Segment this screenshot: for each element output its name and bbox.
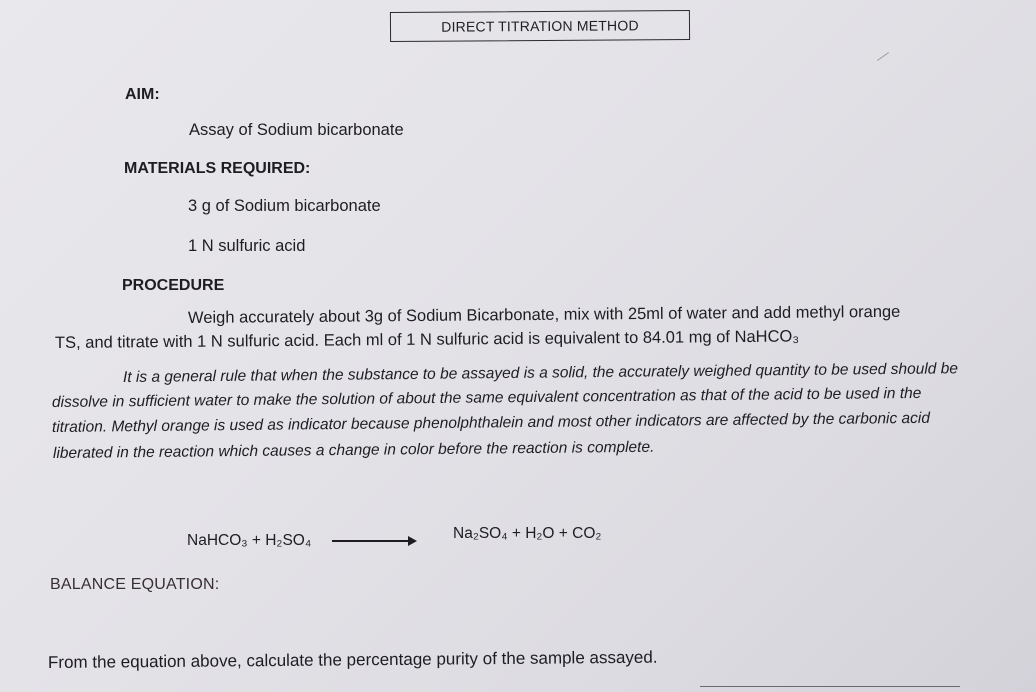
balance-equation-label: BALANCE EQUATION: <box>50 576 220 593</box>
equation-products: Na₂SO₄ + H₂O + CO₂ <box>453 525 602 542</box>
material-item: 3 g of Sodium bicarbonate <box>188 197 381 215</box>
procedure-note-line: liberated in the reaction which causes a change in color before the reaction is complete. <box>52 438 655 462</box>
procedure-line: TS, and titrate with 1 N sulfuric acid. Each ml of 1 N sulfuric acid is equivalent to 84.01 mg of NaHCO₃ <box>54 327 800 352</box>
materials-heading: MATERIALS REQUIRED: <box>124 160 311 177</box>
question-text: From the equation above, calculate the percentage purity of the sample assayed. <box>47 647 658 672</box>
answer-line <box>700 686 960 687</box>
procedure-note-line: dissolve in sufficient water to make the solution of about the same equivalent concentration as that of the acid to be used in the <box>51 384 922 411</box>
aim-heading: AIM: <box>125 86 160 103</box>
material-item: 1 N sulfuric acid <box>188 237 306 255</box>
arrow-right-icon <box>408 536 417 546</box>
procedure-note-line: It is a general rule that when the substance to be assayed is a solid, the accurately weighed quantity to be used should be <box>122 360 958 386</box>
procedure-note-line: titration. Methyl orange is used as indicator because phenolphthalein and most other indicators are affected by the carbonic acid <box>51 409 931 436</box>
title-box <box>390 10 690 42</box>
equation-reactants: NaHCO₃ + H₂SO₄ <box>187 532 312 549</box>
procedure-heading: PROCEDURE <box>122 277 225 294</box>
aim-text: Assay of Sodium bicarbonate <box>189 121 404 139</box>
reaction-arrow-line <box>332 540 410 542</box>
document-title: DIRECT TITRATION METHOD <box>441 17 639 35</box>
procedure-line: Weigh accurately about 3g of Sodium Bicarbonate, mix with 25ml of water and add methyl orange <box>187 302 901 327</box>
pen-mark <box>877 52 889 61</box>
